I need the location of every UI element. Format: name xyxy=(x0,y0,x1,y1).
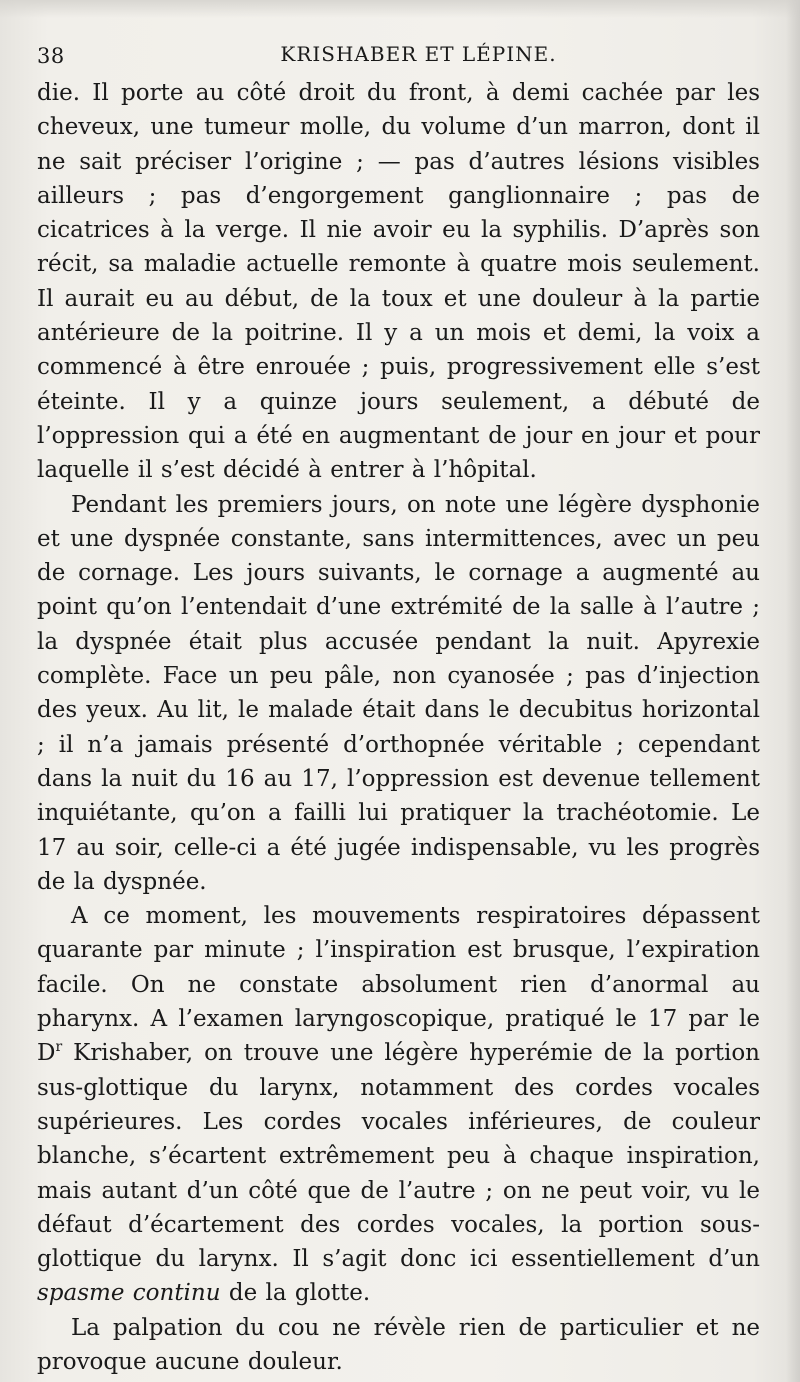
body-text xyxy=(37,76,760,1379)
paragraph-2-text: Pendant les premiers jours, on note une légère dysphonie et une dyspnée constante, sans intermittences, avec un peu de cornage. Les jours suivants, le cornage a augmenté au point qu’on l’entendait d’une extrémité de la salle à l’autre ; la dyspnée était plus accusée pendant la nuit. Apyrexie complète. Face un peu pâle, non cyanosée ; pas d’injection des yeux. Au lit, le malade était dans le decubitus horizontal ; il n’a jamais présenté d’orthopnée véritable ; cependant dans la nuit du 16 au 17, l’oppression est devenue tellement inquiétante, qu’on a failli lui pratiquer la trachéotomie. Le 17 au soir, celle-ci a été jugée indispensable, vu les progrès de la dyspnée. xyxy=(37,491,760,895)
paragraph-4 xyxy=(37,1311,760,1380)
page-header xyxy=(37,38,760,72)
paragraph-1 xyxy=(37,76,760,488)
paragraph-2 xyxy=(37,488,760,900)
paragraph-3-text-a: A ce moment, les mouvements respiratoires dépassent quarante par minute ; l’inspiration est brusque, l’expiration facile. On ne constate absolument rien d’anormal au pharynx. A l’examen laryngoscopique, pratiqué le 17 par le D xyxy=(37,903,760,1067)
superscript-r: r xyxy=(55,1039,63,1056)
running-head: KRISHABER ET LÉPINE. xyxy=(280,42,557,66)
italic-phrase: spasme continu xyxy=(37,1280,221,1307)
page-number: 38 xyxy=(37,44,65,68)
paragraph-1-text: die. Il porte au côté droit du front, à demi cachée par les cheveux, une tumeur molle, du volume d’un marron, dont il ne sait préciser l’origine ; — pas d’autres lésions visibles ailleurs ; pas d’engorgement ganglionnaire ; pas de cicatrices à la verge. Il nie avoir eu la syphilis. D’après son récit, sa maladie actuelle remonte à quatre mois seulement. Il aurait eu au début, de la toux et une douleur à la partie antérieure de la poitrine. Il y a un mois et demi, la voix a commencé à être enrouée ; puis, progressivement elle s’est éteinte. Il y a quinze jours seulement, a débuté de l’oppression qui a été en augmentant de jour en jour et pour laquelle il s’est décidé à entrer à l’hôpital. xyxy=(37,80,760,484)
paragraph-3 xyxy=(37,899,760,1311)
paragraph-3-text-b: Krishaber, on trouve une légère hyperémie de la portion sus-glottique du larynx, notamment des cordes vocales supérieures. Les cordes vocales inférieures, de couleur blanche, s’écartent extrêmement peu à chaque inspiration, mais autant d’un côté que de l’autre ; on ne peut voir, vu le défaut d’écartement des cordes vocales, la portion sous-glottique du larynx. Il s’agit donc ici essentiellement d’un xyxy=(37,1040,760,1273)
paragraph-4-text: La palpation du cou ne révèle rien de particulier et ne provoque aucune douleur. xyxy=(37,1314,760,1375)
paragraph-3-text-c: de la glotte. xyxy=(220,1280,371,1307)
